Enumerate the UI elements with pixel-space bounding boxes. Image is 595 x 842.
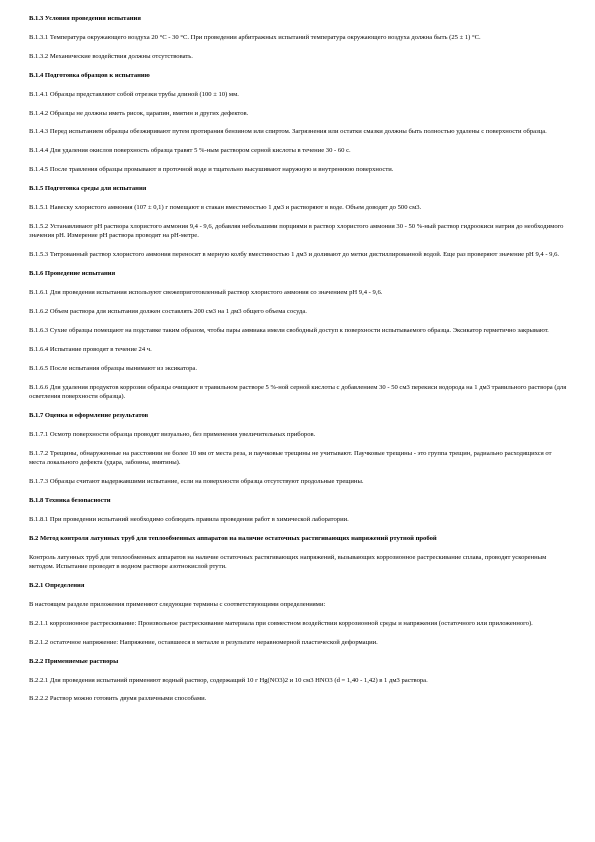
paragraph: В.1.7.1 Осмотр поверхности образца проводят визуально, без применения увеличительных приборов.	[29, 430, 316, 438]
paragraph: В.1.3.1 Температура окружающего воздуха 20 °С - 30 °С. При проведении арбитражных испытаний температура окружающего воздуха должна быть (25 ± 1) °С.	[29, 33, 481, 41]
section-heading: В.1.8 Техника безопасности	[29, 496, 111, 504]
section-heading: В.1.3 Условия проведения испытания	[29, 15, 141, 22]
paragraph: В.1.6.5 После испытания образцы вынимают из эксикатора.	[29, 364, 197, 372]
paragraph: В настоящем разделе приложения применяют следующие термины с соответствующими определениями:	[29, 600, 326, 608]
paragraph: Контроль латунных труб для теплообменных аппаратов на наличие остаточных растягивающих напряжений, вызывающих коррозионное растрескивание сплава, проводят ускоренным методом. Испытание проводят в водном растворе азотнокислой ртути.	[29, 553, 547, 571]
section-heading: В.1.6 Проведение испытания	[29, 270, 116, 278]
paragraph: В.2.1.2 остаточное напряжение: Напряжение, оставшееся в металле в результате неравномерной пластической деформации.	[29, 638, 378, 646]
paragraph: В.1.6.3 Сухие образцы помещают на подставке таким образом, чтобы пары аммиака имели свободный доступ к поверхности испытываемого образца. Эксикатор герметично закрывают.	[29, 326, 549, 334]
paragraph: В.1.6.1 Для проведения испытания используют свежеприготовленный раствор хлористого аммония со значением pH 9,4 - 9,6.	[29, 289, 383, 297]
paragraph: В.1.7.3 Образцы считают выдержавшими испытание, если на поверхности образца отсутствуют продольные трещины.	[29, 478, 364, 486]
paragraph: В.1.4.1 Образцы представляют собой отрезки трубы длиной (100 ± 10) мм.	[29, 90, 239, 98]
paragraph: В.1.4.5 После травления образцы промывают в проточной воде и тщательно высушивают наружную и внутреннюю поверхности.	[29, 166, 394, 174]
paragraph: В.1.4.3 Перед испытанием образцы обезжиривают путем протирания бензином или спиртом. Загрязнения или остатки смазки должны быть полностью удалены с поверхности образца.	[29, 128, 547, 136]
section-heading: В.1.7 Оценка и оформление результатов	[29, 411, 149, 419]
paragraph: В.1.3.2 Механические воздействия должны отсутствовать.	[29, 52, 193, 60]
paragraph: В.1.5.2 Устанавливают pH раствора хлористого аммония 9,4 - 9,6, добавляя небольшими порциями в раствор хлористого аммония 30 - 50 %-ный раствор гидроокиси натрия до необходимого значения pH. Измерение pH раствора проводят на pH-метре.	[29, 222, 564, 240]
paragraph: В.2.2.2 Раствор можно готовить двумя различными способами.	[29, 695, 207, 703]
section-heading: В.1.4 Подготовка образцов к испытанию	[29, 71, 150, 79]
section-heading: В.2.2 Применяемые растворы	[29, 657, 119, 665]
section-heading: В.2.1 Определения	[29, 582, 85, 589]
paragraph: В.1.6.4 Испытание проводят в течение 24 ч.	[29, 345, 152, 353]
paragraph: В.1.5.3 Титрованный раствор хлористого аммония переносят в мерную колбу вместимостью 1 дм3 и доливают до метки дистиллированной водой. Еще раз проверяют значение pH 9,4 - 9,6.	[29, 251, 560, 259]
paragraph: В.1.7.2 Трещины, обнаруженные на расстоянии не более 10 мм от места реза, и паучковые трещины не учитывают. Паучковые трещины - это группа трещин, радиально расходящихся от места локального дефекта (удара, забоины, вмятины).	[29, 449, 552, 467]
paragraph: В.1.6.2 Объем раствора для испытания должен составлять 200 см3 на 1 дм3 общего объема сосуда.	[29, 308, 307, 315]
paragraph: В.1.4.4 Для удаления окислов поверхность образца травят 5 %-ным раствором серной кислоты в течение 30 - 60 с.	[29, 147, 351, 155]
paragraph: В.1.4.2 Образцы не должны иметь рисок, царапин, вмятин и других дефектов.	[29, 109, 249, 117]
paragraph: В.2.2.1 Для проведения испытаний применяют водный раствор, содержащий 10 г Hg(NO3)2 и 10 см3 HNO3 (d = 1,40 - 1,42) в 1 дм3 раствора.	[29, 676, 428, 684]
section-heading: В.1.5 Подготовка среды для испытания	[29, 185, 147, 193]
paragraph: В.1.8.1 При проведении испытаний необходимо соблюдать правила проведения работ в химической лаборатории.	[29, 515, 349, 523]
section-heading: В.2 Метод контроля латунных труб для теплообменных аппаратов на наличие остаточных растягивающих напряжений ртутной пробой	[29, 534, 437, 542]
paragraph: В.2.1.1 коррозионное растрескивание: Произвольное растрескивание материала при совместном воздействии коррозионной среды и напряжения (остаточного или приложенного).	[29, 619, 533, 627]
paragraph: В.1.6.6 Для удаления продуктов коррозии образцы очищают в травильном растворе 5 %-ной серной кислоты с добавлением 30 - 50 см3 перекиси водорода на 1 дм3 травильного раствора (для осветления поверхности образца).	[29, 383, 567, 401]
paragraph: В.1.5.1 Навеску хлористого аммония (107 ± 0,1) г помещают в стакан вместимостью 1 дм3 и растворяют в воде. Объем доводят до 500 см3.	[29, 204, 422, 212]
